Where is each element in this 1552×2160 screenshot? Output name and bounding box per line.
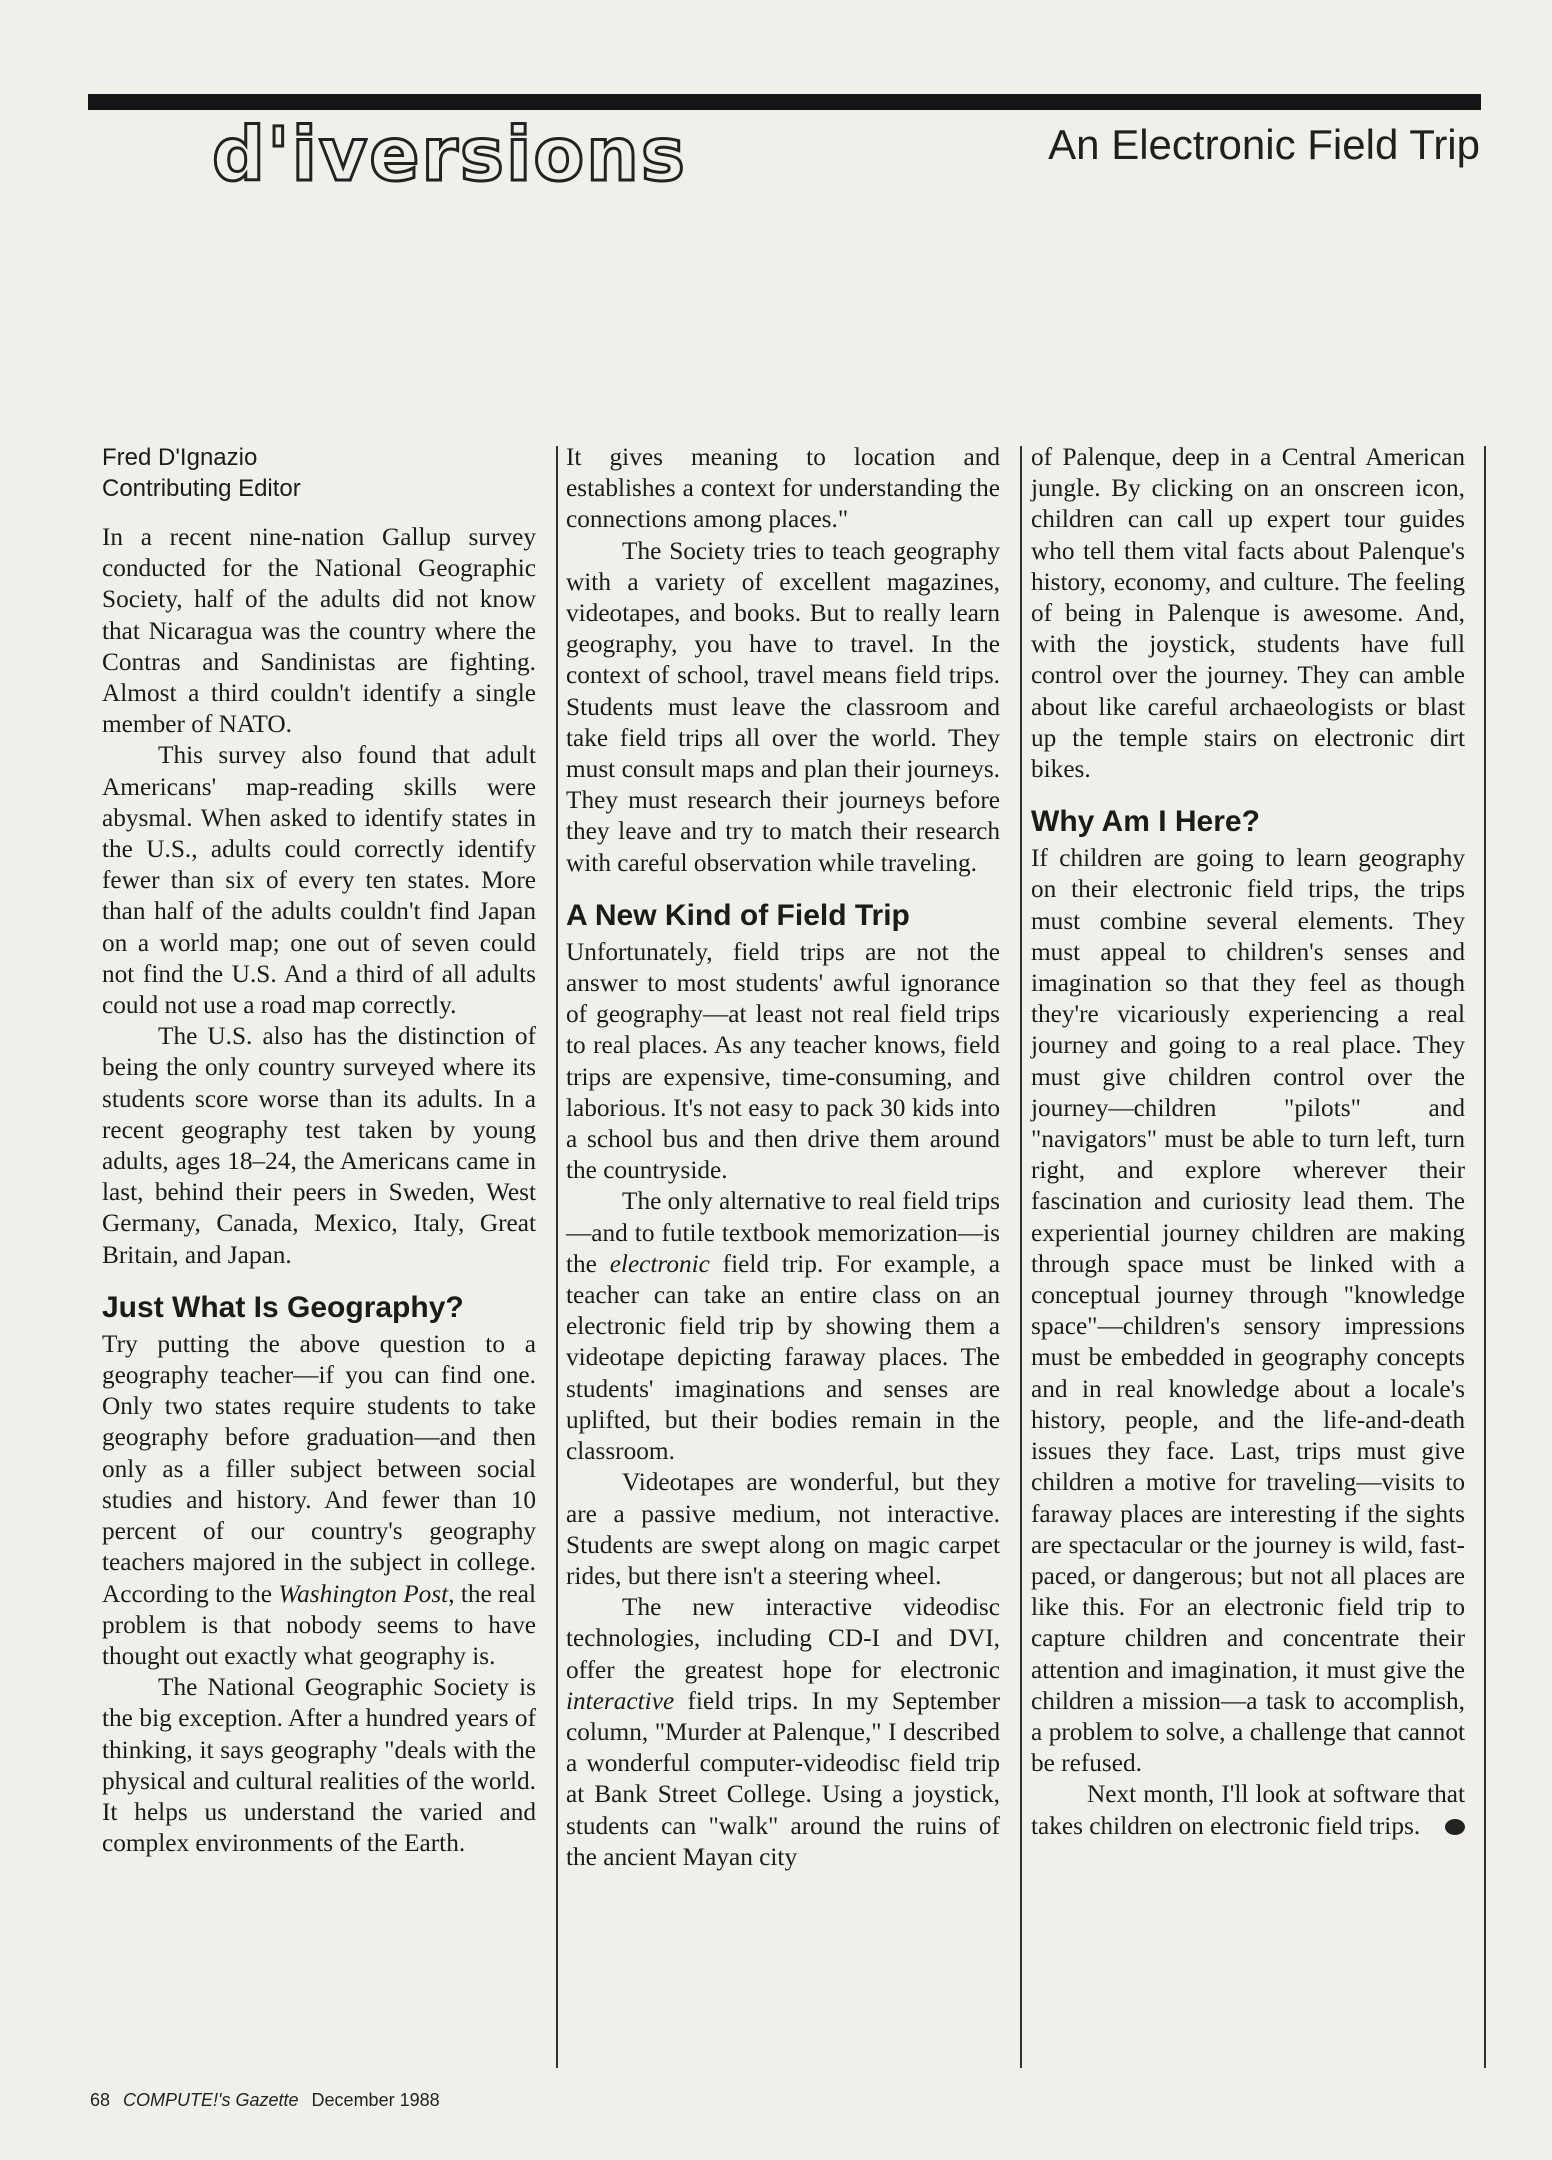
issue-date: December 1988 xyxy=(311,2090,440,2110)
page-number: 68 xyxy=(90,2090,111,2110)
paragraph: Videotapes are wonderful, but they are a passive medium, not interactive. Students are swept along on magic carpet rides, but there isn't a steering wheel. xyxy=(566,1468,1000,1590)
publication-name: Washington Post xyxy=(278,1579,449,1608)
author-role: Contributing Editor xyxy=(102,475,301,502)
page-footer xyxy=(90,2090,440,2111)
column-1 xyxy=(102,442,536,1859)
article-title: An Electronic Field Trip xyxy=(1048,121,1480,168)
author-name: Fred D'Ignazio xyxy=(102,444,258,471)
section-logo: d'iversions xyxy=(212,112,687,198)
paragraph: In a recent nine-nation Gallup survey conducted for the National Geographic Society, half of the adults did not know that Nicaragua was the country where the Contras and Sandinistas are fighting. Almost a third couldn't identify a single member of NATO. xyxy=(102,523,536,739)
paragraph: If children are going to learn geography on their electronic field trips, the trips must combine several elements. They must appeal to children's senses and imagination so that they feel as though they're vicariously experiencing a real journey and going to a real place. They must give children control over the journey—children "pilots" and "navigators" must be able to turn left, turn right, and explore wherever their fascination and curiosity lead them. The experiential journey children are making through space must be linked with a conceptual journey through "knowledge space"—children's sensory impressions must be embedded in geography concepts and in real knowledge about a locale's history, people, and the life-and-death issues they face. Last, trips must give children a motive for traveling—visits to faraway places are interesting if the sights are spectacular or the journey is wild, fast-paced, or dangerous; but not all places are like this. For an electronic field trip to capture children and concentrate their attention and imagination, it must give the children a mission—a task to accomplish, a problem to solve, a challenge that cannot be refused. xyxy=(1031,844,1465,1778)
paragraph: of Palenque, deep in a Central American jungle. By clicking on an onscreen icon, children can call up expert tour guides who tell them vital facts about Palenque's history, economy, and culture. The feeling of being in Palenque is awesome. And, with the joystick, students have full control over the journey. They can amble about like careful archaeologists or blast up the temple stairs on electronic dirt bikes. xyxy=(1031,443,1465,784)
paragraph: Try putting the above question to a geography teacher—if you can find one. Only two states require students to take geography before graduation—and then only as a filler subject between social studies and history. And fewer than 10 percent of our country's geography teachers majored in the subject in college. According to the Washington Post, the real problem is that nobody seems to have thought out exactly what geography is. xyxy=(102,1329,536,1670)
paragraph: The new interactive videodisc technologies, including CD-I and DVI, offer the greatest hope for electronic interactive field trips. In my September column, "Murder at Palenque," I described a wonderful computer-videodisc field trip at Bank Street College. Using a joystick, students can "walk" around the ruins of the ancient Mayan city xyxy=(566,1593,1000,1871)
column-divider xyxy=(1020,446,1022,2068)
paragraph: This survey also found that adult Americans' map-reading skills were abysmal. When asked to identify states in the U.S., adults could correctly identify fewer than six of every ten states. More than half of the adults couldn't find Japan on a world map; one out of seven could not find the U.S. And a third of all adults could not use a road map correctly. xyxy=(102,741,536,1020)
magazine-name: COMPUTE!'s Gazette xyxy=(123,2090,299,2110)
paragraph: The U.S. also has the distinction of being the only country surveyed where its students score worse than its adults. In a recent geography test taken by young adults, ages 18–24, the Americans came in last, behind their peers in Sweden, West Germany, Canada, Mexico, Italy, Great Britain, and Japan. xyxy=(102,1022,536,1269)
paragraph: Unfortunately, field trips are not the answer to most students' awful ignorance of geography—at least not real field trips to real places. As any teacher knows, field trips are expensive, time-consuming, and laborious. It's not easy to pack 30 kids into a school bus and then drive them around the countryside. xyxy=(566,937,1000,1185)
column-2 xyxy=(566,442,1000,1873)
paragraph: The National Geographic Society is the big exception. After a hundred years of thinking, it says geography "deals with the physical and cultural realities of the world. It helps us understand the varied and complex environments of the Earth. xyxy=(102,1673,536,1858)
column-3 xyxy=(1031,442,1465,1842)
header-rule xyxy=(88,94,1481,110)
paragraph: Next month, I'll look at software that takes children on electronic field trips. xyxy=(1031,1780,1465,1840)
subheading: Just What Is Geography? xyxy=(102,1290,464,1324)
end-mark-icon xyxy=(1445,1819,1465,1835)
paragraph: The Society tries to teach geography with a variety of excellent magazines, videotapes, and books. But to really learn geography, you have to travel. In the context of school, travel means field trips. Students must leave the classroom and take field trips all over the world. They must consult maps and plan their journeys. They must research their journeys before they leave and try to match their research with careful observation while traveling. xyxy=(566,536,1000,877)
column-divider xyxy=(1484,446,1486,2068)
paragraph: The only alternative to real field trips—and to futile textbook memorization—is the electronic field trip. For example, a teacher can take an entire class on an electronic field trip by showing them a videotape depicting faraway places. The students' imaginations and senses are uplifted, but their bodies remain in the classroom. xyxy=(566,1187,1000,1466)
subheading: Why Am I Here? xyxy=(1031,805,1260,839)
byline xyxy=(102,442,536,504)
subheading: A New Kind of Field Trip xyxy=(566,898,910,932)
paragraph: It gives meaning to location and establishes a context for understanding the connections among places." xyxy=(566,443,1000,534)
column-divider xyxy=(556,446,558,2068)
